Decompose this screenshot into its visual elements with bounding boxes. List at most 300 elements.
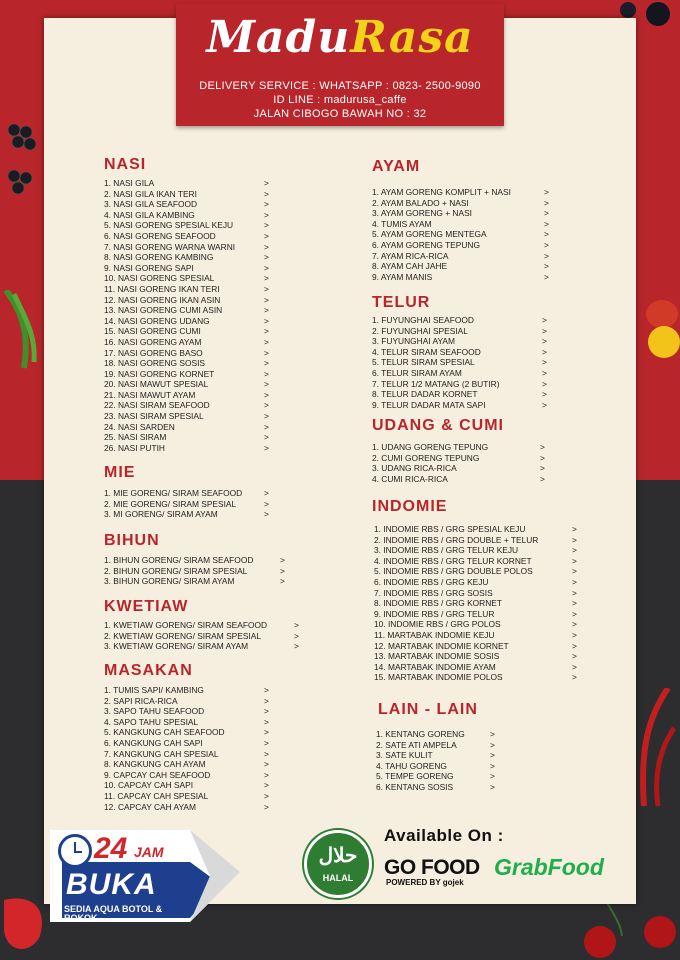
section-title-ayam: AYAM	[372, 158, 421, 175]
chevron-right-icon: >	[264, 305, 269, 316]
menu-item	[104, 488, 269, 499]
menu-item-label: 14. MARTABAK INDOMIE AYAM	[374, 661, 496, 672]
section-title-udang: UDANG & CUMI	[372, 417, 504, 434]
menu-item	[376, 750, 495, 761]
menu-item-label: 20. NASI MAWUT SPESIAL	[104, 379, 209, 390]
menu-list-indomie	[374, 524, 577, 683]
gofood-powered-by: POWERED BY gojek	[386, 878, 464, 887]
chevron-right-icon: >	[542, 336, 547, 347]
menu-item-label: 9. NASI GORENG SAPI	[104, 262, 194, 273]
chevron-right-icon: >	[264, 411, 269, 422]
menu-item-label: 2. CUMI GORENG TEPUNG	[372, 452, 480, 463]
menu-item	[374, 672, 577, 683]
menu-item	[376, 781, 495, 793]
menu-item-label: 1. FUYUNGHAI SEAFOOD	[372, 315, 474, 325]
menu-item-label: 1. KWETIAW GORENG/ SIRAM SEAFOOD	[104, 620, 268, 630]
chevron-right-icon: >	[540, 452, 545, 463]
chevron-right-icon: >	[264, 220, 269, 231]
menu-item-label: 7. KANGKUNG CAH SPESIAL	[104, 748, 219, 759]
menu-item	[104, 442, 269, 454]
available-on-label: Available On :	[384, 826, 504, 845]
menu-item	[104, 432, 269, 443]
menu-item	[372, 197, 549, 209]
chevron-right-icon: >	[572, 524, 577, 534]
menu-item-label: 9. TELUR DADAR MATA SAPI	[372, 399, 486, 410]
chevron-right-icon: >	[544, 271, 549, 282]
menu-item-label: 2. KWETIAW GORENG/ SIRAM SPESIAL	[104, 630, 261, 641]
menu-item-label: 1. INDOMIE RBS / GRG SPESIAL KEJU	[374, 524, 526, 534]
menu-item	[104, 305, 269, 316]
menu-item-label: 3. MI GORENG/ SIRAM AYAM	[104, 509, 218, 520]
menu-item	[376, 739, 495, 751]
chevron-right-icon: >	[264, 780, 269, 791]
menu-item-label: 16. NASI GORENG AYAM	[104, 336, 202, 347]
chevron-right-icon: >	[490, 739, 495, 750]
chevron-right-icon: >	[544, 261, 549, 272]
menu-item-label: 5. KANGKUNG CAH SEAFOOD	[104, 727, 225, 738]
chevron-right-icon: >	[264, 188, 269, 199]
menu-item-label: 6. NASI GORENG SEAFOOD	[104, 230, 216, 241]
chevron-right-icon: >	[544, 229, 549, 240]
menu-list-ayam	[372, 187, 549, 282]
chevron-right-icon: >	[572, 598, 577, 609]
menu-item-label: 2. INDOMIE RBS / GRG DOUBLE + TELUR	[374, 534, 539, 545]
menu-item	[104, 759, 269, 770]
menu-item-label: 13. MARTABAK INDOMIE SOSIS	[374, 651, 500, 662]
menu-item	[374, 555, 577, 567]
menu-item	[372, 473, 545, 485]
menu-item-label: 5. NASI GORENG SPESIAL KEJU	[104, 220, 234, 231]
menu-item-label: 4. SAPO TAHU SPESIAL	[104, 716, 199, 727]
menu-item	[104, 283, 269, 295]
menu-item-label: 3. UDANG RICA-RICA	[372, 463, 457, 474]
halal-logo: حلال HALAL	[304, 830, 372, 898]
section-title-lain: LAIN - LAIN	[378, 701, 478, 718]
menu-item-label: 9. INDOMIE RBS / GRG TELUR	[374, 608, 495, 619]
chevron-right-icon: >	[294, 620, 299, 630]
menu-item	[104, 769, 269, 781]
chevron-right-icon: >	[264, 737, 269, 748]
chevron-right-icon: >	[264, 498, 269, 509]
menu-item	[372, 336, 547, 347]
menu-item	[374, 545, 577, 556]
menu-item	[104, 358, 269, 369]
menu-item	[104, 315, 269, 327]
menu-item-label: 1. AYAM GORENG KOMPLIT + NASI	[372, 187, 511, 197]
menu-item	[104, 389, 269, 401]
chevron-right-icon: >	[264, 178, 269, 188]
menu-item	[374, 661, 577, 673]
menu-item-label: 3. FUYUNGHAI AYAM	[372, 336, 455, 347]
menu-item	[104, 273, 269, 284]
menu-item	[104, 685, 269, 696]
section-title-masakan: MASAKAN	[104, 662, 193, 679]
header-banner	[176, 4, 504, 126]
chevron-right-icon: >	[544, 197, 549, 208]
menu-item	[372, 463, 545, 474]
menu-item	[104, 336, 269, 348]
menu-item-label: 4. NASI GILA KAMBING	[104, 209, 195, 220]
menu-item	[374, 566, 577, 577]
chevron-right-icon: >	[572, 587, 577, 598]
menu-item	[104, 188, 269, 200]
menu-item-label: 3. AYAM GORENG + NASI	[372, 208, 472, 219]
chili-icon	[0, 290, 44, 370]
chevron-right-icon: >	[540, 473, 545, 484]
menu-item-label: 5. TEMPE GORENG	[376, 771, 454, 782]
menu-item-label: 4. TUMIS AYAM	[372, 218, 432, 229]
chevron-right-icon: >	[264, 488, 269, 498]
menu-item	[372, 378, 547, 390]
menu-item-label: 8. KANGKUNG CAH AYAM	[104, 759, 206, 770]
menu-list-bihun	[104, 555, 285, 587]
section-title-bihun: BIHUN	[104, 532, 160, 549]
chevron-right-icon: >	[264, 252, 269, 263]
chevron-right-icon: >	[572, 576, 577, 587]
menu-item	[104, 241, 269, 253]
chevron-right-icon: >	[572, 619, 577, 630]
chevron-right-icon: >	[264, 432, 269, 443]
menu-item-label: 6. TELUR SIRAM AYAM	[372, 367, 462, 378]
menu-item-label: 12. MARTABAK INDOMIE KORNET	[374, 640, 509, 651]
chevron-right-icon: >	[264, 379, 269, 390]
menu-item-label: 3. INDOMIE RBS / GRG TELUR KEJU	[374, 545, 519, 556]
menu-item	[104, 326, 269, 337]
menu-item-label: 12. NASI GORENG IKAN ASIN	[104, 294, 221, 305]
menu-item	[372, 452, 545, 464]
menu-item-label: 4. TELUR SIRAM SEAFOOD	[372, 346, 481, 357]
chevron-right-icon: >	[264, 442, 269, 453]
menu-item-label: 5. INDOMIE RBS / GRG DOUBLE POLOS	[374, 566, 533, 577]
chevron-right-icon: >	[542, 325, 547, 336]
menu-item-label: 1. MIE GORENG/ SIRAM SEAFOOD	[104, 488, 243, 498]
chevron-right-icon: >	[490, 781, 495, 792]
chevron-right-icon: >	[264, 273, 269, 284]
grabfood-logo: GrabFood	[494, 854, 604, 880]
menu-item	[376, 771, 495, 782]
menu-item-label: 10. INDOMIE RBS / GRG POLOS	[374, 619, 501, 630]
menu-item-label: 21. NASI MAWUT AYAM	[104, 389, 196, 400]
menu-list-masakan	[104, 685, 269, 812]
menu-item-label: 3. NASI GILA SEAFOOD	[104, 199, 198, 210]
menu-item-label: 5. AYAM GORENG MENTEGA	[372, 229, 487, 240]
brand-logo: MaduRasa	[206, 12, 474, 63]
menu-item-label: 17. NASI GORENG BASO	[104, 347, 203, 358]
menu-item	[104, 411, 269, 422]
chevron-right-icon: >	[264, 262, 269, 273]
menu-item	[104, 498, 269, 510]
menu-item-label: 12. CAPCAY CAH AYAM	[104, 801, 196, 812]
menu-item-label: 2. SATE ATI AMPELA	[376, 739, 457, 750]
menu-item-label: 7. INDOMIE RBS / GRG SOSIS	[374, 587, 493, 598]
menu-item	[104, 220, 269, 231]
menu-item-label: 10. NASI GORENG SPESIAL	[104, 273, 215, 284]
menu-item	[372, 229, 549, 240]
section-title-indomie: INDOMIE	[372, 498, 448, 515]
menu-item-label: 7. AYAM RICA-RICA	[372, 250, 449, 261]
menu-item-label: 7. NASI GORENG WARNA WARNI	[104, 241, 236, 252]
menu-item	[104, 716, 269, 728]
chevron-right-icon: >	[264, 790, 269, 801]
menu-item	[104, 748, 269, 760]
menu-item-label: 2. SAPI RICA-RICA	[104, 695, 178, 706]
chevron-right-icon: >	[294, 630, 299, 641]
open-label: BUKA	[66, 868, 157, 901]
blackberry-icon	[2, 120, 46, 200]
menu-item-label: 13. NASI GORENG CUMI ASIN	[104, 305, 223, 316]
menu-item-label: 5. TELUR SIRAM SPESIAL	[372, 357, 475, 368]
menu-item	[104, 706, 269, 717]
menu-item	[104, 199, 269, 210]
menu-item	[372, 367, 547, 379]
menu-item	[104, 294, 269, 306]
delivery-info: DELIVERY SERVICE : WHATSAPP : 0823- 2500-9090	[199, 80, 481, 92]
chevron-right-icon: >	[542, 346, 547, 357]
menu-item-label: 2. NASI GILA IKAN TERI	[104, 188, 197, 199]
menu-item-label: 24. NASI SARDEN	[104, 421, 175, 432]
menu-item	[374, 587, 577, 599]
menu-item	[104, 421, 269, 433]
menu-item-label: 22. NASI SIRAM SEAFOOD	[104, 400, 210, 411]
menu-item-label: 6. INDOMIE RBS / GRG KEJU	[374, 576, 489, 587]
chevron-right-icon: >	[572, 629, 577, 640]
chevron-right-icon: >	[490, 760, 495, 771]
menu-item	[372, 315, 547, 326]
menu-item	[104, 801, 269, 813]
chevron-right-icon: >	[572, 651, 577, 662]
menu-item	[104, 630, 299, 642]
sedia-note: SEDIA AQUA BOTOL & ROKOK	[64, 904, 163, 923]
menu-item	[104, 368, 269, 380]
menu-item-label: 19. NASI GORENG KORNET	[104, 368, 215, 379]
chevron-right-icon: >	[264, 347, 269, 358]
menu-item-label: 1. BIHUN GORENG/ SIRAM SEAFOOD	[104, 555, 254, 565]
menu-item	[372, 261, 549, 272]
menu-item-label: 6. AYAM GORENG TEPUNG	[372, 239, 480, 250]
chevron-right-icon: >	[264, 358, 269, 369]
menu-item	[372, 357, 547, 368]
menu-item	[374, 640, 577, 652]
chevron-right-icon: >	[542, 389, 547, 400]
menu-item-label: 15. NASI GORENG CUMI	[104, 326, 201, 337]
menu-item-label: 4. CUMI RICA-RICA	[372, 473, 448, 484]
chevron-right-icon: >	[264, 326, 269, 337]
menu-item	[372, 271, 549, 283]
menu-item	[372, 239, 549, 251]
menu-item-label: 2. FUYUNGHAI SPESIAL	[372, 325, 468, 336]
menu-item	[104, 727, 269, 738]
menu-item-label: 23. NASI SIRAM SPESIAL	[104, 411, 204, 422]
menu-item	[104, 780, 269, 791]
chevron-right-icon: >	[264, 315, 269, 326]
chevron-right-icon: >	[264, 209, 269, 220]
menu-item	[104, 379, 269, 390]
menu-item	[372, 346, 547, 358]
menu-item-label: 6. KANGKUNG CAH SAPI	[104, 737, 203, 748]
menu-item-label: 2. BIHUN GORENG/ SIRAM SPESIAL	[104, 565, 248, 576]
menu-item	[372, 250, 549, 262]
address: JALAN CIBOGO BAWAH NO : 32	[253, 108, 427, 120]
chevron-right-icon: >	[490, 771, 495, 782]
chevron-right-icon: >	[572, 608, 577, 619]
menu-item	[372, 399, 547, 411]
menu-list-telur	[372, 315, 547, 410]
chevron-right-icon: >	[280, 576, 285, 587]
chevron-right-icon: >	[572, 534, 577, 545]
menu-item-label: 2. AYAM BALADO + NASI	[372, 197, 469, 208]
menu-item	[374, 619, 577, 630]
menu-list-lain	[376, 729, 495, 793]
chevron-right-icon: >	[264, 241, 269, 252]
menu-item-label: 8. INDOMIE RBS / GRG KORNET	[374, 598, 502, 609]
menu-item-label: 1. KENTANG GORENG	[376, 729, 465, 739]
menu-item-label: 11. CAPCAY CAH SPESIAL	[104, 790, 209, 801]
chevron-right-icon: >	[490, 750, 495, 761]
menu-item-label: 10. CAPCAY CAH SAPI	[104, 780, 194, 791]
menu-item-label: 8. AYAM CAH JAHE	[372, 261, 448, 272]
chevron-right-icon: >	[544, 187, 549, 197]
pepper-icon	[636, 296, 680, 366]
chevron-right-icon: >	[572, 566, 577, 577]
chevron-right-icon: >	[264, 283, 269, 294]
chevron-right-icon: >	[572, 640, 577, 651]
menu-item-label: 3. BIHUN GORENG/ SIRAM AYAM	[104, 576, 235, 587]
menu-item	[104, 565, 285, 577]
open-hours-unit: JAM	[134, 844, 164, 860]
menu-item	[104, 252, 269, 263]
chevron-right-icon: >	[264, 389, 269, 400]
menu-item-label: 3. SAPO TAHU SEAFOOD	[104, 706, 205, 717]
menu-item	[104, 790, 269, 802]
menu-list-udang	[372, 442, 545, 484]
section-title-nasi: NASI	[104, 156, 147, 173]
menu-item	[376, 729, 495, 740]
chevron-right-icon: >	[542, 367, 547, 378]
menu-list-nasi	[104, 178, 269, 453]
menu-item	[104, 576, 285, 587]
menu-item	[104, 695, 269, 707]
menu-item	[372, 218, 549, 230]
menu-item	[374, 524, 577, 535]
menu-item-label: 4. TAHU GORENG	[376, 760, 447, 771]
section-title-mie: MIE	[104, 464, 136, 481]
chevron-right-icon: >	[544, 218, 549, 229]
menu-item-label: 14. NASI GORENG UDANG	[104, 315, 210, 326]
section-title-telur: TELUR	[372, 294, 431, 311]
chevron-right-icon: >	[572, 545, 577, 556]
chevron-right-icon: >	[264, 336, 269, 347]
chevron-right-icon: >	[542, 357, 547, 368]
menu-item-label: 1. UDANG GORENG TEPUNG	[372, 442, 489, 452]
chevron-right-icon: >	[264, 716, 269, 727]
chevron-right-icon: >	[264, 509, 269, 520]
chevron-right-icon: >	[540, 463, 545, 474]
chevron-right-icon: >	[264, 294, 269, 305]
menu-item	[372, 187, 549, 198]
chevron-right-icon: >	[264, 368, 269, 379]
menu-item	[104, 737, 269, 749]
menu-item	[104, 400, 269, 411]
menu-item-label: 15. MARTABAK INDOMIE POLOS	[374, 672, 503, 683]
line-id: ID LINE : madurusa_caffe	[273, 94, 407, 106]
gofood-logo: GO FOOD	[384, 856, 480, 879]
chevron-right-icon: >	[572, 555, 577, 566]
menu-item	[104, 620, 299, 631]
menu-item-label: 6. KENTANG SOSIS	[376, 781, 454, 792]
menu-item	[104, 262, 269, 274]
chevron-right-icon: >	[540, 442, 545, 452]
menu-item	[374, 608, 577, 620]
chevron-right-icon: >	[264, 801, 269, 812]
menu-item-label: 11. MARTABAK INDOMIE KEJU	[374, 629, 495, 640]
red-chili-icon	[634, 688, 680, 808]
menu-item	[104, 347, 269, 359]
menu-item-label: 3. SATE KULIT	[376, 750, 433, 761]
menu-item-label: 9. AYAM MANIS	[372, 271, 433, 282]
menu-item	[372, 208, 549, 219]
menu-item-label: 1. TUMIS SAPI/ KAMBING	[104, 685, 204, 695]
chevron-right-icon: >	[294, 641, 299, 652]
menu-item-label: 8. TELUR DADAR KORNET	[372, 389, 478, 400]
chevron-right-icon: >	[264, 230, 269, 241]
chevron-right-icon: >	[572, 661, 577, 672]
menu-item-label: 11. NASI GORENG IKAN TERI	[104, 283, 220, 294]
menu-list-mie	[104, 488, 269, 520]
menu-item-label: 26. NASI PUTIH	[104, 442, 165, 453]
chevron-right-icon: >	[264, 727, 269, 738]
chevron-right-icon: >	[544, 250, 549, 261]
menu-item	[104, 209, 269, 221]
menu-item-label: 4. INDOMIE RBS / GRG TELUR KORNET	[374, 555, 532, 566]
open-hours-number: 24	[94, 832, 128, 865]
chevron-right-icon: >	[264, 421, 269, 432]
menu-item	[104, 230, 269, 242]
menu-item-label: 7. TELUR 1/2 MATANG (2 BUTIR)	[372, 378, 500, 389]
menu-item	[104, 555, 285, 566]
chevron-right-icon: >	[264, 685, 269, 695]
menu-item	[374, 629, 577, 641]
chevron-right-icon: >	[264, 748, 269, 759]
menu-item	[374, 576, 577, 588]
menu-item-label: 3. KWETIAW GORENG/ SIRAM AYAM	[104, 641, 249, 652]
menu-item-label: 25. NASI SIRAM	[104, 432, 167, 443]
menu-item-label: 1. NASI GILA	[104, 178, 155, 188]
menu-item-label: 9. CAPCAY CAH SEAFOOD	[104, 769, 211, 780]
chevron-right-icon: >	[490, 729, 495, 739]
menu-item	[104, 509, 269, 520]
chevron-right-icon: >	[572, 672, 577, 683]
menu-item-label: 2. MIE GORENG/ SIRAM SPESIAL	[104, 498, 237, 509]
menu-item	[372, 325, 547, 337]
menu-item	[376, 760, 495, 772]
menu-list-kwetiaw	[104, 620, 299, 652]
menu-item	[372, 389, 547, 400]
chevron-right-icon: >	[542, 315, 547, 325]
chevron-right-icon: >	[264, 759, 269, 770]
chevron-right-icon: >	[264, 695, 269, 706]
clock-icon	[58, 834, 92, 868]
chevron-right-icon: >	[280, 555, 285, 565]
menu-item	[372, 442, 545, 453]
chevron-right-icon: >	[542, 399, 547, 410]
menu-item-label: 18. NASI GORENG SOSIS	[104, 358, 205, 369]
menu-item	[104, 178, 269, 189]
section-title-kwetiaw: KWETIAW	[104, 598, 189, 615]
menu-item	[374, 534, 577, 546]
chevron-right-icon: >	[264, 769, 269, 780]
chevron-right-icon: >	[542, 378, 547, 389]
chevron-right-icon: >	[280, 565, 285, 576]
